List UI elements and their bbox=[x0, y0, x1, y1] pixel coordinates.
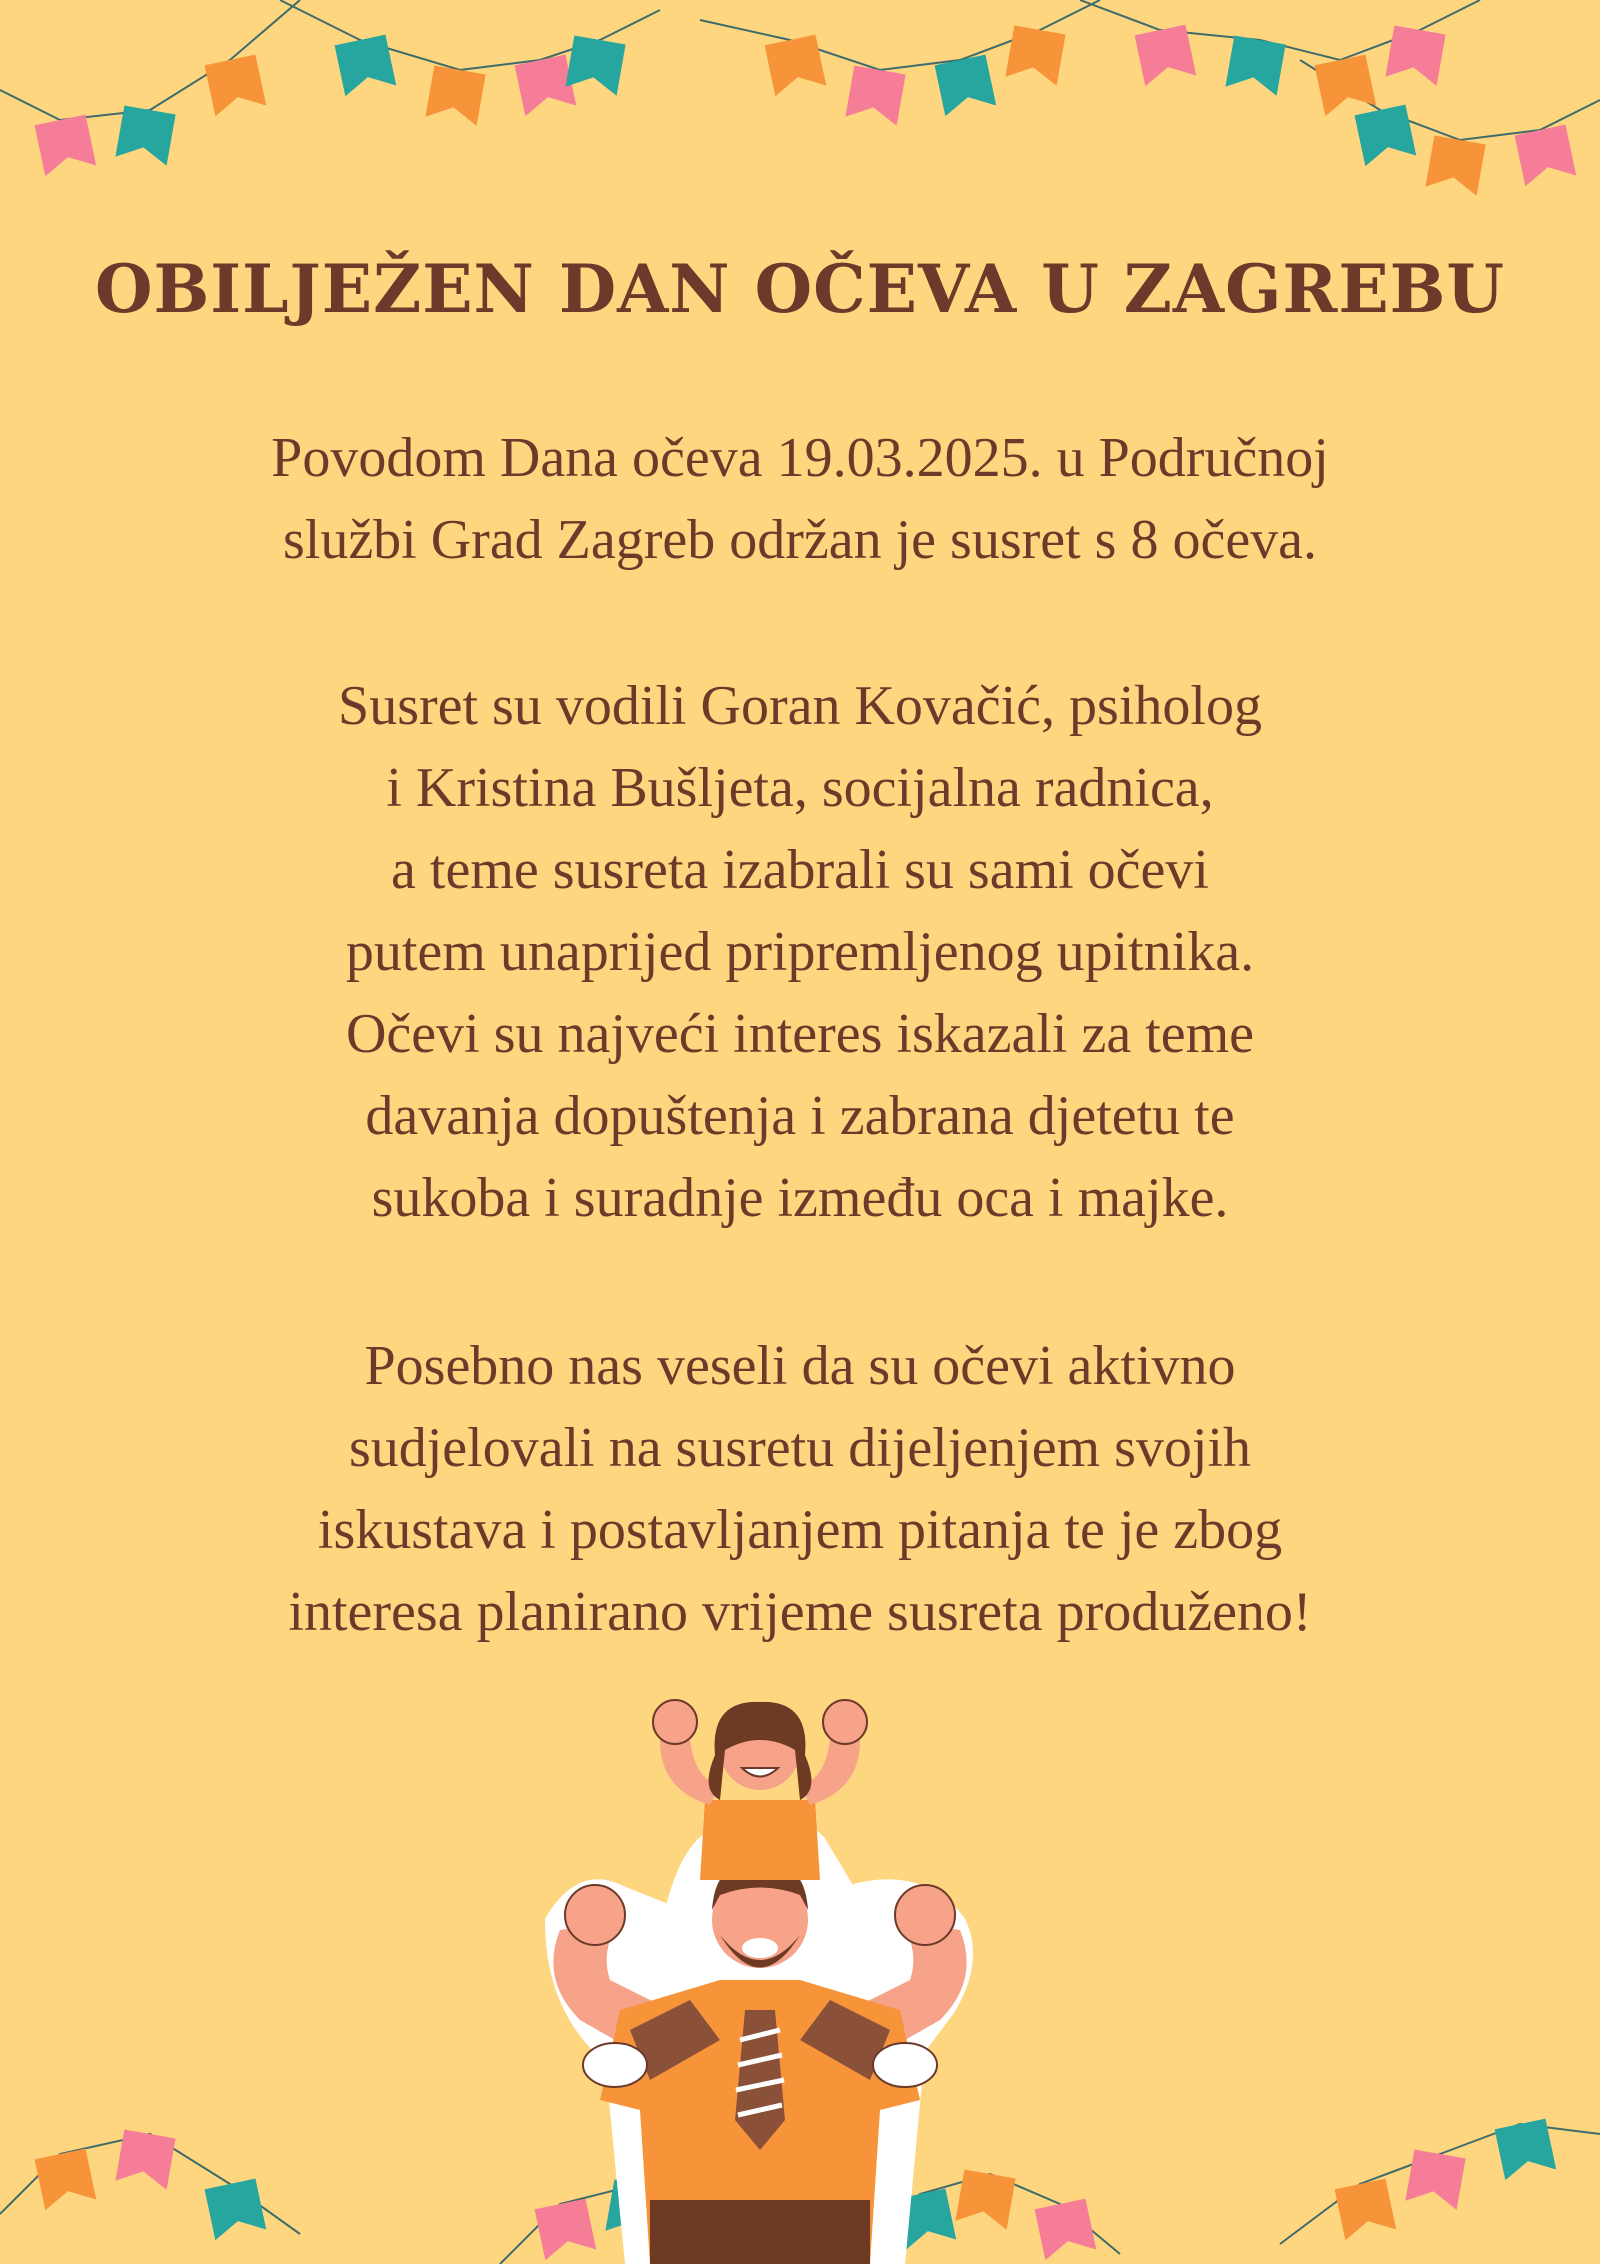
bunting-flag bbox=[1315, 55, 1377, 117]
paragraph-closing bbox=[0, 1325, 1600, 1653]
bunting-flag bbox=[425, 65, 485, 125]
bunting-flag bbox=[1135, 25, 1197, 87]
text-line: Posebno nas veseli da su očevi aktivno bbox=[364, 1335, 1236, 1397]
text-line: putem unaprijed pripremljenog upitnika. bbox=[345, 921, 1255, 983]
bunting-flag bbox=[1335, 2179, 1397, 2241]
bunting-flag bbox=[205, 2179, 267, 2241]
bunting-flag bbox=[1005, 25, 1065, 85]
paragraph-leaders bbox=[0, 665, 1600, 1239]
bunting-flag bbox=[115, 105, 175, 165]
bunting-flag bbox=[35, 115, 97, 177]
text-line: sukoba i suradnje između oca i majke. bbox=[371, 1167, 1229, 1229]
bunting-flag bbox=[1035, 2199, 1097, 2261]
bunting-flag bbox=[935, 55, 997, 117]
father-carrying-child-illustration bbox=[520, 1680, 1000, 2264]
text-line: davanja dopuštenja i zabrana djetetu te bbox=[365, 1085, 1235, 1147]
text-line: interesa planirano vrijeme susreta produženo! bbox=[288, 1581, 1312, 1643]
bunting-flags-top bbox=[0, 0, 1600, 220]
bunting-flag bbox=[1355, 105, 1417, 167]
text-line: sudjelovali na susretu dijeljenjem svojih bbox=[348, 1417, 1252, 1479]
bunting-flag bbox=[565, 35, 625, 95]
bunting-flag bbox=[205, 55, 267, 117]
bunting-flag bbox=[1515, 125, 1577, 187]
text-line: službi Grad Zagreb održan je susret s 8 očeva. bbox=[282, 509, 1318, 571]
bunting-flag bbox=[1225, 35, 1285, 95]
bunting-flag bbox=[1425, 135, 1485, 195]
text-line: i Kristina Bušljeta, socijalna radnica, bbox=[386, 757, 1214, 819]
bunting-flag bbox=[1405, 2149, 1465, 2209]
paragraph-intro bbox=[0, 417, 1600, 581]
bunting-flag bbox=[35, 2149, 97, 2211]
bunting-flag bbox=[115, 2129, 175, 2189]
bunting-flag bbox=[1385, 25, 1445, 85]
text-line: iskustava i postavljanjem pitanja te je zbog bbox=[317, 1499, 1283, 1561]
bunting-flag bbox=[1495, 2119, 1557, 2181]
page-title: OBILJEŽEN DAN OČEVA U ZAGREBU bbox=[94, 250, 1505, 328]
text-line: Očevi su najveći interes iskazali za teme bbox=[345, 1003, 1255, 1065]
text-line: a teme susreta izabrali su sami očevi bbox=[391, 839, 1209, 901]
text-line: Susret su vodili Goran Kovačić, psiholog bbox=[338, 675, 1262, 737]
bunting-flag bbox=[765, 35, 827, 97]
bunting-flag bbox=[845, 65, 905, 125]
bunting-flag bbox=[335, 35, 397, 97]
text-line: Povodom Dana očeva 19.03.2025. u Područnoj bbox=[271, 427, 1329, 489]
